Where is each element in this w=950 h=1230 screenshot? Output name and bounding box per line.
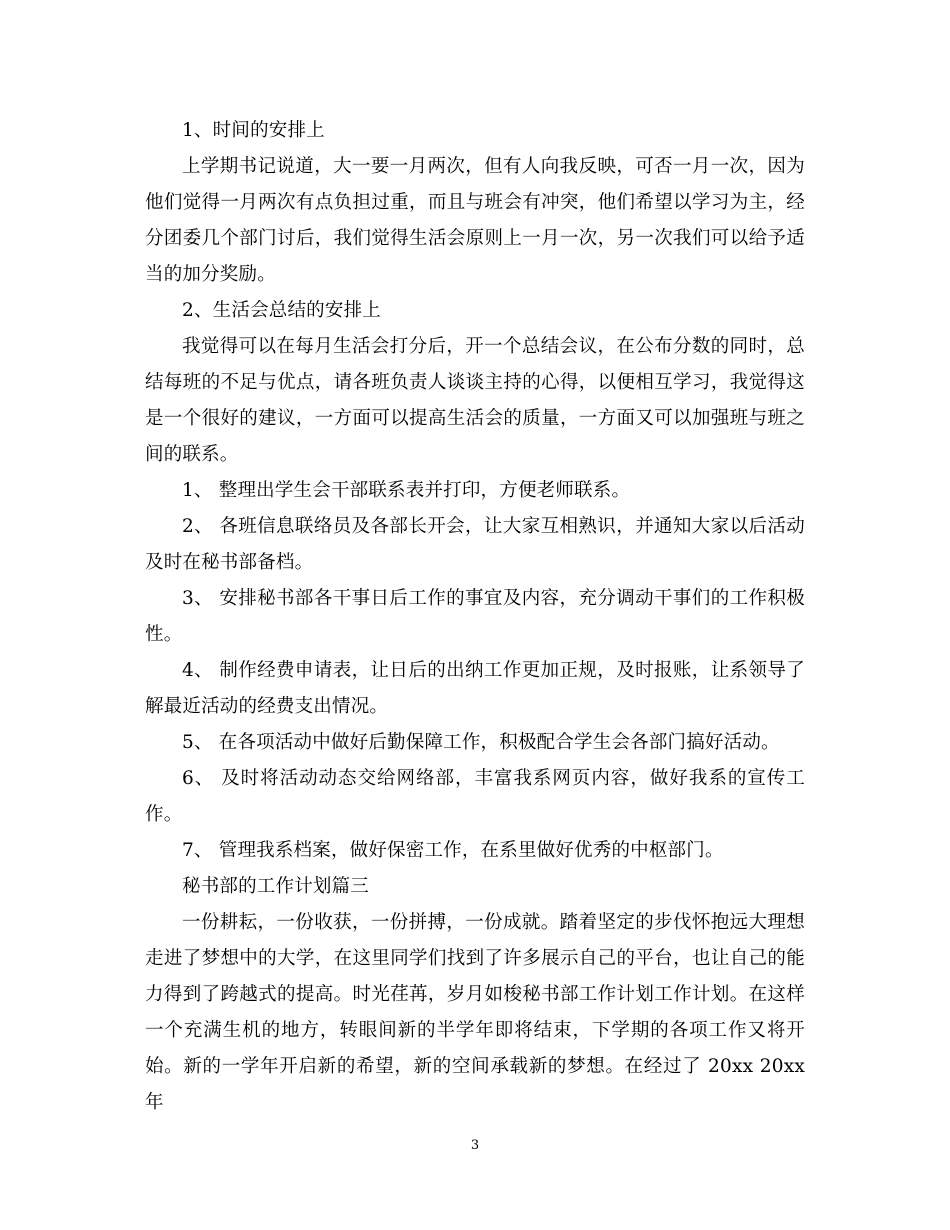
heading-time-arrangement: 1、时间的安排上 [182,120,325,141]
page-number: 3 [470,1138,480,1153]
heading-summary-arrangement: 2、生活会总结的安排上 [182,300,381,321]
list-item-7: 7、 管理我系档案，做好保密工作，在系里做好优秀的中枢部门。 [182,840,724,861]
paragraph-summary-arrangement: 我觉得可以在每月生活会打分后，开一个总结会议，在公布分数的同时，总结每班的不足与优点，请各班负责人谈谈主持的心得，以便相互学习，我觉得这是一个很好的建议，一方面可以提高生活会的质量，一方面又可以加强班与班之间的联系。 [145,336,805,465]
list-item-4: 4、 制作经费申请表，让日后的出纳工作更加正规，及时报账，让系领导了解最近活动的经费支出情况。 [145,660,805,717]
document-body [145,113,805,1121]
list-item-5: 5、 在各项活动中做好后勤保障工作，积极配合学生会各部门搞好活动。 [182,732,780,753]
paragraph-time-arrangement: 上学期书记说道，大一要一月两次，但有人向我反映，可否一月一次，因为他们觉得一月两次有点负担过重，而且与班会有冲突，他们希望以学习为主，经分团委几个部门讨后，我们觉得生活会原则上一月一次，另一次我们可以给予适当的加分奖励。 [145,156,805,285]
list-item-3: 3、 安排秘书部各干事日后工作的事宜及内容，充分调动干事们的工作积极性。 [145,588,805,645]
list-item-2: 2、 各班信息联络员及各部长开会，让大家互相熟识，并通知大家以后活动及时在秘书部备档。 [145,516,805,573]
paragraph-part-three-intro: 一份耕耘，一份收获，一份拼搏，一份成就。踏着坚定的步伐怀抱远大理想走进了梦想中的大学，在这里同学们找到了许多展示自己的平台，也让自己的能力得到了跨越式的提高。时光荏苒，岁月如梭秘书部工作计划工作计划。在这样一个充满生机的地方，转眼间新的半学年即将结束，下学期的各项工作又将开始。新的一学年开启新的希望，新的空间承载新的梦想。在经过了 20xx 20xx 年 [145,912,805,1113]
list-item-6: 6、 及时将活动动态交给网络部，丰富我系网页内容，做好我系的宣传工作。 [145,768,805,825]
list-item-1: 1、 整理出学生会干部联系表并打印，方便老师联系。 [182,480,631,501]
section-heading-part-three: 秘书部的工作计划篇三 [182,876,370,897]
